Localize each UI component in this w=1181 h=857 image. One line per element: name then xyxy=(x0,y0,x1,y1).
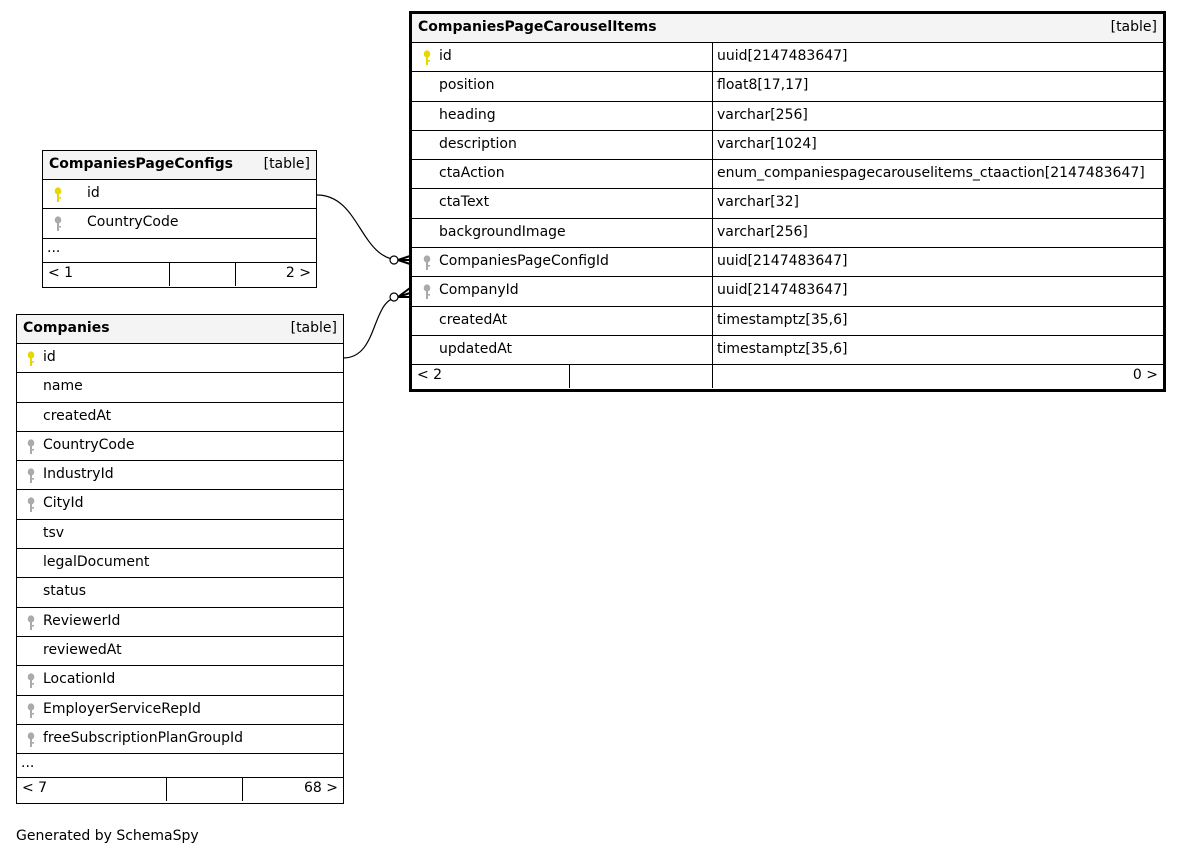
foreign-key-icon xyxy=(27,732,35,748)
column-name: tsv xyxy=(43,524,65,541)
column-list xyxy=(412,43,1163,365)
foreign-key-icon xyxy=(54,216,62,232)
column-type: float8[17,17] xyxy=(717,77,809,94)
column-name: LocationId xyxy=(43,671,116,688)
table-name: CompaniesPageCarouselItems xyxy=(418,19,657,35)
column-name: createdAt xyxy=(43,407,112,424)
more-columns-indicator: ... xyxy=(43,239,316,263)
column-name: ctaText xyxy=(439,194,490,211)
column-row-id[interactable] xyxy=(17,344,343,373)
table-name: CompaniesPageConfigs xyxy=(49,156,233,172)
column-name: EmployerServiceRepId xyxy=(43,700,201,717)
column-row-reviewedat[interactable] xyxy=(17,637,343,666)
relation-config-optional-marker xyxy=(390,256,398,264)
column-row-companiespageconfigid[interactable] xyxy=(412,248,1163,277)
foreign-key-icon xyxy=(27,468,35,484)
table-companies-page-carousel-items[interactable] xyxy=(409,11,1166,392)
column-type: enum_companiespagecarouselitems_ctaaction[2147483647] xyxy=(717,165,1145,182)
column-row-companyid[interactable] xyxy=(412,277,1163,306)
relation-config-to-carousel xyxy=(317,195,400,260)
column-name: CompaniesPageConfigId xyxy=(439,253,609,270)
column-name: position xyxy=(439,77,495,94)
column-type: timestamptz[35,6] xyxy=(717,311,848,328)
column-row-employerservicerepid[interactable] xyxy=(17,696,343,725)
column-row-locationid[interactable] xyxy=(17,666,343,695)
footer-parents-count[interactable]: < 7 xyxy=(22,780,48,797)
table-kind: [table] xyxy=(263,156,310,172)
foreign-key-icon xyxy=(27,497,35,513)
column-type: uuid[2147483647] xyxy=(717,282,848,299)
footer-parents-count[interactable]: < 2 xyxy=(417,367,443,384)
column-row-createdat[interactable] xyxy=(17,403,343,432)
column-row-countrycode[interactable] xyxy=(43,209,316,238)
column-name: ctaAction xyxy=(439,165,505,182)
foreign-key-icon xyxy=(423,284,431,300)
column-row-backgroundimage[interactable] xyxy=(412,219,1163,248)
column-name: heading xyxy=(439,106,496,123)
column-name: CountryCode xyxy=(87,214,179,231)
foreign-key-icon xyxy=(423,255,431,271)
table-kind: [table] xyxy=(1110,19,1157,35)
column-name: reviewedAt xyxy=(43,641,122,658)
foreign-key-icon xyxy=(27,703,35,719)
footer-parents-count[interactable]: < 1 xyxy=(48,264,74,281)
relation-companies-optional-marker xyxy=(390,293,398,301)
column-row-description[interactable] xyxy=(412,131,1163,160)
column-row-cityid[interactable] xyxy=(17,490,343,519)
column-row-countrycode[interactable] xyxy=(17,432,343,461)
table-footer xyxy=(43,263,316,286)
column-type: varchar[256] xyxy=(717,223,808,240)
footer-children-count[interactable]: 0 > xyxy=(1132,367,1158,384)
footer-children-count[interactable]: 68 > xyxy=(304,780,338,797)
column-name: CompanyId xyxy=(439,282,519,299)
column-name: updatedAt xyxy=(439,340,513,357)
primary-key-icon xyxy=(54,187,62,203)
footer-children-count[interactable]: 2 > xyxy=(285,264,311,281)
column-name: status xyxy=(43,583,87,600)
column-name: id xyxy=(43,349,56,365)
table-kind: [table] xyxy=(290,320,337,336)
column-name: freeSubscriptionPlanGroupId xyxy=(43,729,244,746)
foreign-key-icon xyxy=(27,615,35,631)
primary-key-icon xyxy=(27,351,35,367)
more-columns-indicator: ... xyxy=(17,754,343,778)
column-type: uuid[2147483647] xyxy=(717,48,848,64)
column-name: legalDocument xyxy=(43,554,150,571)
column-type: timestamptz[35,6] xyxy=(717,340,848,357)
table-companies-page-configs[interactable] xyxy=(42,150,317,288)
column-row-tsv[interactable] xyxy=(17,520,343,549)
column-type: varchar[256] xyxy=(717,106,808,123)
table-footer xyxy=(17,778,343,801)
column-name: id xyxy=(439,48,452,64)
column-row-freesubscriptionplangroupid[interactable] xyxy=(17,725,343,754)
column-row-status[interactable] xyxy=(17,578,343,607)
table-header xyxy=(43,151,316,180)
column-type: varchar[1024] xyxy=(717,135,817,152)
column-row-position[interactable] xyxy=(412,72,1163,101)
column-row-updatedat[interactable] xyxy=(412,336,1163,365)
foreign-key-icon xyxy=(27,439,35,455)
column-list xyxy=(17,344,343,754)
column-name: backgroundImage xyxy=(439,223,566,240)
column-row-createdat[interactable] xyxy=(412,307,1163,336)
relation-companies-to-carousel xyxy=(343,297,400,358)
column-row-ctatext[interactable] xyxy=(412,189,1163,218)
column-row-id[interactable] xyxy=(43,180,316,209)
column-row-industryid[interactable] xyxy=(17,461,343,490)
column-name: CityId xyxy=(43,495,84,512)
column-row-ctaaction[interactable] xyxy=(412,160,1163,189)
primary-key-icon xyxy=(423,50,431,66)
column-name: ReviewerId xyxy=(43,612,121,629)
column-name: CountryCode xyxy=(43,436,135,453)
column-type: varchar[32] xyxy=(717,194,799,211)
column-row-legaldocument[interactable] xyxy=(17,549,343,578)
column-row-heading[interactable] xyxy=(412,102,1163,131)
column-row-id[interactable] xyxy=(412,43,1163,72)
generated-by-footer: Generated by SchemaSpy xyxy=(16,828,199,844)
column-name: IndustryId xyxy=(43,466,114,483)
column-name: id xyxy=(87,185,100,201)
column-name: description xyxy=(439,135,517,152)
column-name: createdAt xyxy=(439,311,508,328)
table-header xyxy=(17,315,343,344)
table-companies[interactable] xyxy=(16,314,344,804)
column-type: uuid[2147483647] xyxy=(717,253,848,270)
table-footer xyxy=(412,365,1163,388)
table-name: Companies xyxy=(23,320,110,336)
column-name: name xyxy=(43,378,83,395)
column-row-name[interactable] xyxy=(17,373,343,402)
column-list xyxy=(43,180,316,239)
column-row-reviewerid[interactable] xyxy=(17,608,343,637)
table-header xyxy=(412,14,1163,43)
foreign-key-icon xyxy=(27,673,35,689)
